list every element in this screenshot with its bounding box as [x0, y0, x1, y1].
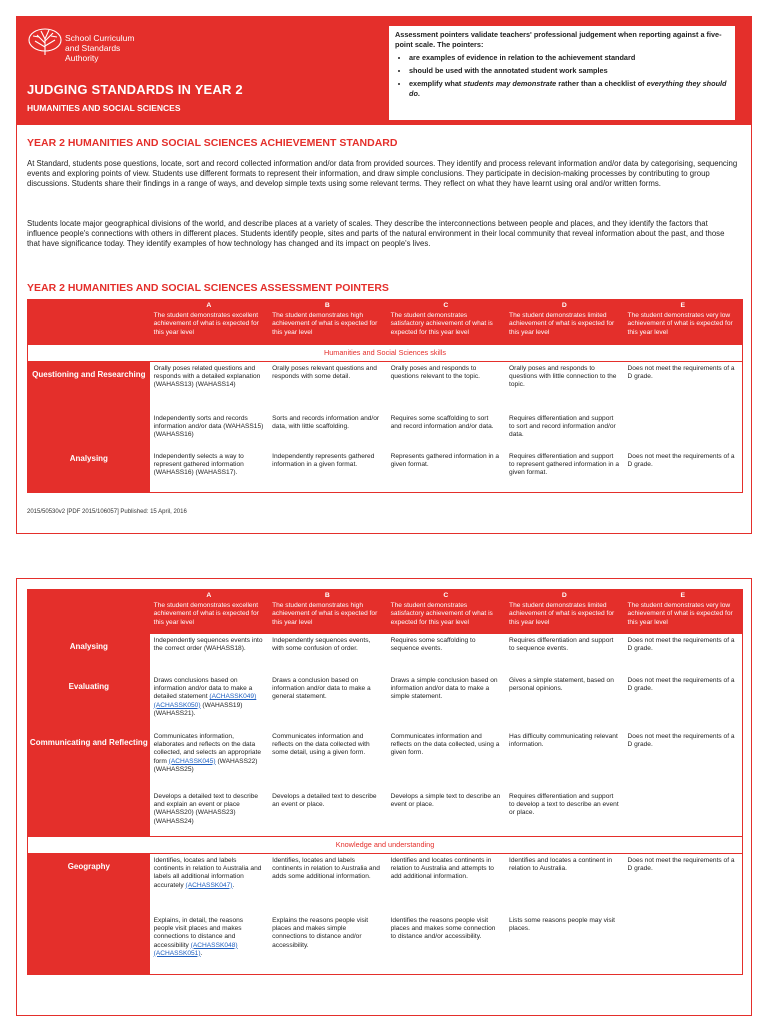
grade-desc: The student demonstrates limited achievement of what is expected for this year level [509, 312, 615, 336]
pointer-item: • are examples of evidence in relation to the achievement standard [409, 53, 729, 63]
table-cell: Does not meet the requirements of a D grade. [627, 637, 735, 653]
grade-desc: The student demonstrates very low achievement of what is expected for this year level [627, 312, 733, 336]
pointer-text: . [417, 89, 420, 98]
achievement-paragraph-1: At Standard, students pose questions, locate, sort and record collected information and/or data from provided sources. They identify and process relevant information and/or data by categorising, sequencing events and exploring points of view. Students use different formats to represent their information, and draw simple conclusions. They participate in decision-making processes by contributing to group discussions. Students share their findings in a range of ways, and develop simple texts using some relevant terms. They reflect on what they have learnt using oral and/or written forms. [27, 159, 738, 188]
logo-line-1: School Curriculum [65, 33, 135, 43]
grade-letter: B [324, 592, 330, 599]
scsa-logo [27, 27, 167, 73]
page-title: JUDGING STANDARDS IN YEAR 2 [27, 82, 243, 97]
table-cell: Does not meet the requirements of a D grade. [627, 365, 735, 381]
cell-text: . [200, 949, 203, 957]
achievement-standard-heading: YEAR 2 HUMANITIES AND SOCIAL SCIENCES ACHIEVEMENT STANDARD [27, 137, 398, 149]
table-cell: Does not meet the requirements of a D grade. [627, 677, 735, 693]
table-row [28, 854, 742, 914]
tree-logo-icon [27, 27, 63, 57]
table-cell: Communicates information and reflects on the data collected, using a given form. [390, 733, 500, 757]
band-skills: Humanities and Social Sciences skills [28, 344, 742, 362]
cell-text: Communicates information, elaborates and reflects on the data collected, and selects an appropriate form [153, 733, 262, 765]
table-cell: Requires differentiation and support to sequence events. [509, 637, 614, 653]
header-blank [28, 300, 150, 344]
grade-desc: The student demonstrates high achievement of what is expected for this year level [272, 602, 378, 626]
table-cell: Orally poses related questions and responds with a detailed explanation (WAHASS13) (WAHASS14) [153, 365, 261, 389]
table-cell: Lists some reasons people may visit places. [509, 917, 615, 933]
table-row [28, 730, 742, 790]
table-cell: Orally poses and responds to questions relevant to the topic. [390, 365, 481, 381]
table-row [28, 634, 742, 674]
table-cell: Develops a simple text to describe an event or place. [390, 793, 501, 809]
table-cell: Orally poses relevant questions and responds with some detail. [272, 365, 377, 381]
curriculum-link[interactable]: (ACHASSK050) [153, 701, 201, 709]
pointers-intro: Assessment pointers validate teachers' professional judgement when reporting against a five-point scale. The pointers: [395, 30, 722, 49]
table-cell [624, 790, 742, 836]
table-cell [150, 730, 268, 790]
table-cell: Identifies and locates a continent in relation to Australia. [509, 857, 613, 873]
row-label-communicating: Communicating and Reflecting [28, 730, 150, 790]
cell-text: (WAHASS22) (WAHASS25) [153, 757, 258, 773]
grade-a-header [150, 590, 268, 634]
page-header [17, 17, 751, 125]
table-cell: Independently sequences events into the correct order (WAHASS18). [153, 637, 263, 653]
page-subtitle: HUMANITIES AND SOCIAL SCIENCES [27, 103, 181, 113]
table-row [28, 790, 742, 836]
table-cell: Independently sorts and records information and/or data (WAHASS15) (WAHASS16) [153, 415, 264, 439]
pointers-list [395, 53, 729, 99]
grade-letter: E [680, 592, 686, 599]
assessment-pointers-note [389, 26, 735, 120]
grade-b-header [268, 590, 386, 634]
row-label-blank [28, 412, 150, 450]
grade-c-header [387, 590, 505, 634]
table-cell: Sorts and records information and/or data, with little scaffolding. [272, 415, 380, 431]
grade-e-header [624, 300, 742, 344]
grade-header-row [28, 590, 742, 634]
table-cell: Does not meet the requirements of a D grade. [627, 733, 735, 749]
pointer-item: • should be used with the annotated student work samples [409, 66, 729, 76]
grade-desc: The student demonstrates excellent achievement of what is expected for this year level [153, 602, 259, 626]
grade-letter: D [561, 592, 567, 599]
page-two [16, 578, 752, 1016]
assessment-pointers-heading: YEAR 2 HUMANITIES AND SOCIAL SCIENCES ASSESSMENT POINTERS [27, 282, 389, 294]
grade-desc: The student demonstrates limited achievement of what is expected for this year level [509, 602, 615, 626]
grade-a-header [150, 300, 268, 344]
row-label-blank [28, 790, 150, 836]
table-cell [624, 412, 742, 450]
page-one [16, 16, 752, 534]
table-cell [624, 914, 742, 974]
table-cell: Communicates information and reflects on the data collected with some detail, using a given form. [272, 733, 370, 757]
grade-d-header [505, 590, 623, 634]
table-cell: Has difficulty communicating relevant information. [509, 733, 618, 749]
grade-letter: C [443, 592, 449, 599]
pointer-text: rather than a checklist of [556, 79, 647, 88]
logo-wordmark [65, 33, 134, 63]
table-cell: Independently selects a way to represent gathered information (WAHASS16) (WAHASS17). [153, 453, 244, 477]
grade-desc: The student demonstrates very low achievement of what is expected for this year level [627, 602, 733, 626]
table-row [28, 914, 742, 974]
assessment-table-page1 [27, 299, 743, 493]
grade-desc: The student demonstrates excellent achievement of what is expected for this year level [153, 312, 259, 336]
curriculum-link[interactable]: (ACHASSK051) [153, 949, 201, 957]
table-cell: Does not meet the requirements of a D grade. [627, 857, 735, 873]
table-cell: Draws a simple conclusion based on information and/or data to make a simple statement. [390, 677, 498, 701]
table-cell [150, 854, 268, 914]
table-cell: Identifies and locates continents in relation to Australia and attempts to add additional information. [390, 857, 494, 881]
grade-desc: The student demonstrates high achievement of what is expected for this year level [272, 312, 378, 336]
table-cell: Does not meet the requirements of a D grade. [627, 453, 735, 469]
curriculum-link[interactable]: (ACHASSK047) [185, 881, 233, 889]
table-cell: Represents gathered information in a given format. [390, 453, 500, 469]
assessment-table-page2 [27, 589, 743, 975]
grade-letter: C [443, 302, 449, 309]
grade-letter: E [680, 302, 686, 309]
pointer-item [409, 79, 729, 99]
row-label-questioning: Questioning and Researching [28, 362, 150, 412]
table-cell: Identifies the reasons people visit places and makes some connection to distance and/or accessibility. [390, 917, 496, 941]
grade-b-header [268, 300, 386, 344]
table-cell [150, 674, 268, 730]
row-label-geography: Geography [28, 854, 150, 914]
grade-e-header [624, 590, 742, 634]
table-cell: Develops a detailed text to describe an event or place. [272, 793, 377, 809]
grade-desc: The student demonstrates satisfactory achievement of what is expected for this year level [390, 312, 493, 336]
grade-letter: D [561, 302, 567, 309]
table-cell: Requires some scaffolding to sequence events. [390, 637, 476, 653]
table-cell: Identifies, locates and labels continents in relation to Australia and adds some additional information. [272, 857, 380, 881]
table-cell: Requires differentiation and support to represent gathered information in a given format. [509, 453, 620, 477]
cell-text: Explains, in detail, the reasons people visit places and makes connections to distance and accessibility [153, 917, 244, 949]
table-cell: Gives a simple statement, based on personal opinions. [509, 677, 614, 693]
curriculum-link[interactable]: (ACHASSK049) [209, 693, 257, 701]
grade-letter: A [206, 302, 212, 309]
cell-text: (WAHASS19) (WAHASS21). [153, 701, 243, 717]
grade-letter: B [324, 302, 330, 309]
cell-text: . [232, 881, 235, 889]
grade-letter: A [206, 592, 212, 599]
logo-line-3: Authority [65, 53, 99, 63]
table-cell: Requires differentiation and support to develop a text to describe an event or place. [509, 793, 619, 817]
row-label-analysing: Analysing [28, 634, 150, 674]
table-cell: Develops a detailed text to describe and explain an event or place (WAHASS20) (WAHASS23) (WAHASS24) [153, 793, 259, 825]
table-row [28, 362, 742, 412]
table-cell: Independently represents gathered information in a given format. [272, 453, 375, 469]
row-label-analysing: Analysing [28, 450, 150, 492]
curriculum-link[interactable]: (ACHASSK048) [190, 941, 238, 949]
grade-header-row [28, 300, 742, 344]
logo-line-2: and Standards [65, 43, 121, 53]
grade-d-header [505, 300, 623, 344]
grade-c-header [387, 300, 505, 344]
header-blank [28, 590, 150, 634]
curriculum-link[interactable]: (ACHASSK045) [168, 757, 216, 765]
table-cell: Requires some scaffolding to sort and record information and/or data. [390, 415, 494, 431]
table-cell [150, 914, 268, 974]
table-row [28, 674, 742, 730]
row-label-evaluating: Evaluating [28, 674, 150, 730]
table-row [28, 412, 742, 450]
pointer-text: exemplify what [409, 79, 464, 88]
pointer-emphasis: everything they should do [409, 79, 727, 98]
publication-footer: 2015/50530v2 [PDF 2015/106057] Published: 15 April, 2016 [27, 509, 187, 515]
cell-text: Draws conclusions based on information and/or data to make a detailed statement [153, 677, 253, 701]
row-label-blank [28, 914, 150, 974]
table-cell: Orally poses and responds to questions with little connection to the topic. [509, 365, 617, 389]
table-cell: Requires differentiation and support to sort and record information and/or data. [509, 415, 616, 439]
grade-desc: The student demonstrates satisfactory achievement of what is expected for this year level [390, 602, 493, 626]
table-cell: Explains the reasons people visit places and makes simple connections to distance and/or accessibility. [272, 917, 369, 949]
table-row [28, 450, 742, 492]
band-knowledge: Knowledge and understanding [28, 836, 742, 854]
table-cell: Draws a conclusion based on information and/or data to make a general statement. [272, 677, 371, 701]
table-cell: Independently sequences events, with some confusion of order. [272, 637, 371, 653]
pointer-emphasis: students may demonstrate [463, 79, 557, 88]
cell-text: Identifies, locates and labels continents in relation to Australia and labels all additional information accurately [153, 857, 262, 889]
achievement-paragraph-2: Students locate major geographical divisions of the world, and describe places at a variety of scales. They describe the interconnections between people and places, and they identify the factors that influence people's connections with others in different places. Students identify people, sites and parts of the natural environment in their local community that reveal information about the past, and those that have significance today. They identify examples of how technology has changed and its impact on people's lives. [27, 219, 725, 248]
